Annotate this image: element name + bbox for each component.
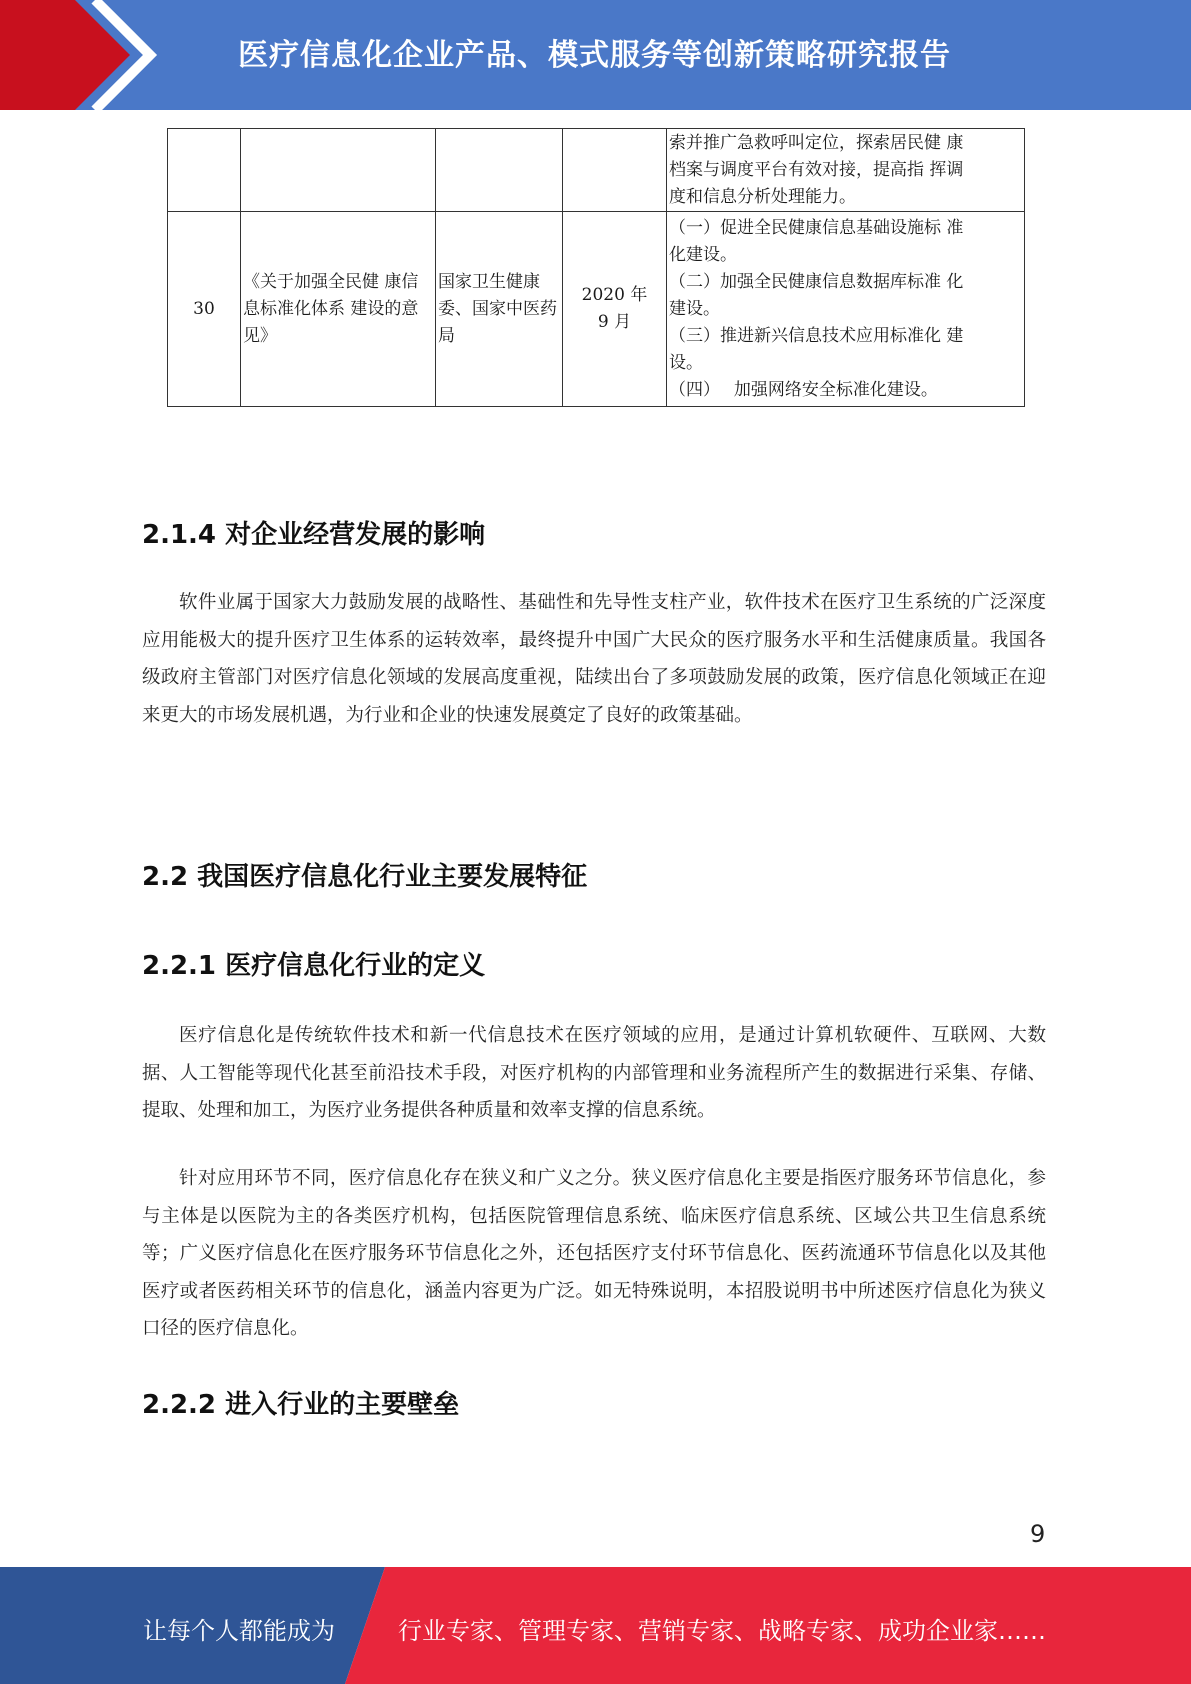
date-year: 2020 年	[581, 285, 648, 305]
footer-slogan-right: 行业专家、管理专家、营销专家、战略专家、成功企业家……	[398, 1617, 1046, 1645]
header-arrow-decoration	[0, 0, 160, 110]
table-cell-content	[667, 129, 1025, 212]
table-cell-number: 30	[168, 212, 241, 407]
content-line: 档案与调度平台有效对接，提高指 挥调	[669, 159, 964, 180]
policy-table	[167, 128, 1025, 407]
section-heading-2-2-1: 2.2.1 医疗信息化行业的定义	[142, 951, 486, 981]
table-cell-number	[168, 129, 241, 212]
paragraph-2-2-1-scope: 针对应用环节不同，医疗信息化存在狭义和广义之分。狭义医疗信息化主要是指医疗服务环节信息化，参与主体是以医院为主的各类医疗机构，包括医院管理信息系统、临床医疗信息系统、区域公共卫生信息系统等；广义医疗信息化在医疗服务环节信息化之外，还包括医疗支付环节信息化、医药流通环节信息化以及其他医疗或者医药相关环节的信息化，涵盖内容更为广泛。如无特殊说明，本招股说明书中所述医疗信息化为狭义口径的医疗信息化。	[142, 1168, 1046, 1339]
section-heading-2-2-2: 2.2.2 进入行业的主要壁垒	[142, 1390, 460, 1420]
content-line: 化建设。	[669, 244, 737, 265]
table-cell-content	[667, 212, 1025, 407]
table-cell-title	[241, 129, 436, 212]
paragraph-2-2-1-definition: 医疗信息化是传统软件技术和新一代信息技术在医疗领域的应用，是通过计算机软硬件、互联网、大数据、人工智能等现代化甚至前沿技术手段，对医疗机构的内部管理和业务流程所产生的数据进行采集、存储、提取、处理和加工，为医疗业务提供各种质量和效率支撑的信息系统。	[142, 1025, 1046, 1121]
table-cell-date	[563, 212, 667, 407]
table-cell-department: 国家卫生健康委、国家中医药局	[436, 212, 563, 407]
table-row	[168, 212, 1025, 407]
content-line: （二）加强全民健康信息数据库标准 化	[669, 271, 964, 292]
section-heading-2-2: 2.2 我国医疗信息化行业主要发展特征	[142, 862, 588, 892]
paragraph-2-1-4: 软件业属于国家大力鼓励发展的战略性、基础性和先导性支柱产业，软件技术在医疗卫生系统的广泛深度应用能极大的提升医疗卫生体系的运转效率，最终提升中国广大民众的医疗服务水平和生活健康质量。我国各级政府主管部门对医疗信息化领域的发展高度重视，陆续出台了多项鼓励发展的政策，医疗信息化领域正在迎来更大的市场发展机遇，为行业和企业的快速发展奠定了良好的政策基础。	[142, 592, 1046, 726]
content-line: （一）促进全民健康信息基础设施标 准	[669, 217, 964, 238]
page-number: 9	[1030, 1520, 1046, 1548]
page-header	[0, 0, 1191, 110]
content-line: （三）推进新兴信息技术应用标准化 建	[669, 325, 964, 346]
table-cell-date	[563, 129, 667, 212]
section-heading-2-1-4: 2.1.4 对企业经营发展的影响	[142, 520, 486, 550]
report-title: 医疗信息化企业产品、模式服务等创新策略研究报告	[238, 38, 951, 73]
footer-slogan-left: 让每个人都能成为	[143, 1617, 335, 1645]
table-cell-title: 《关于加强全民健 康信息标准化体系 建设的意见》	[241, 212, 436, 407]
table-row	[168, 129, 1025, 212]
page-footer	[0, 1567, 1191, 1684]
table-cell-department	[436, 129, 563, 212]
content-line: 度和信息分析处理能力。	[669, 186, 856, 207]
content-line: （四） 加强网络安全标准化建设。	[669, 379, 938, 400]
content-line: 索并推广急救呼叫定位，探索居民健 康	[669, 132, 964, 153]
content-line: 设。	[669, 352, 703, 373]
date-month: 9 月	[597, 312, 632, 332]
content-line: 建设。	[669, 298, 720, 319]
